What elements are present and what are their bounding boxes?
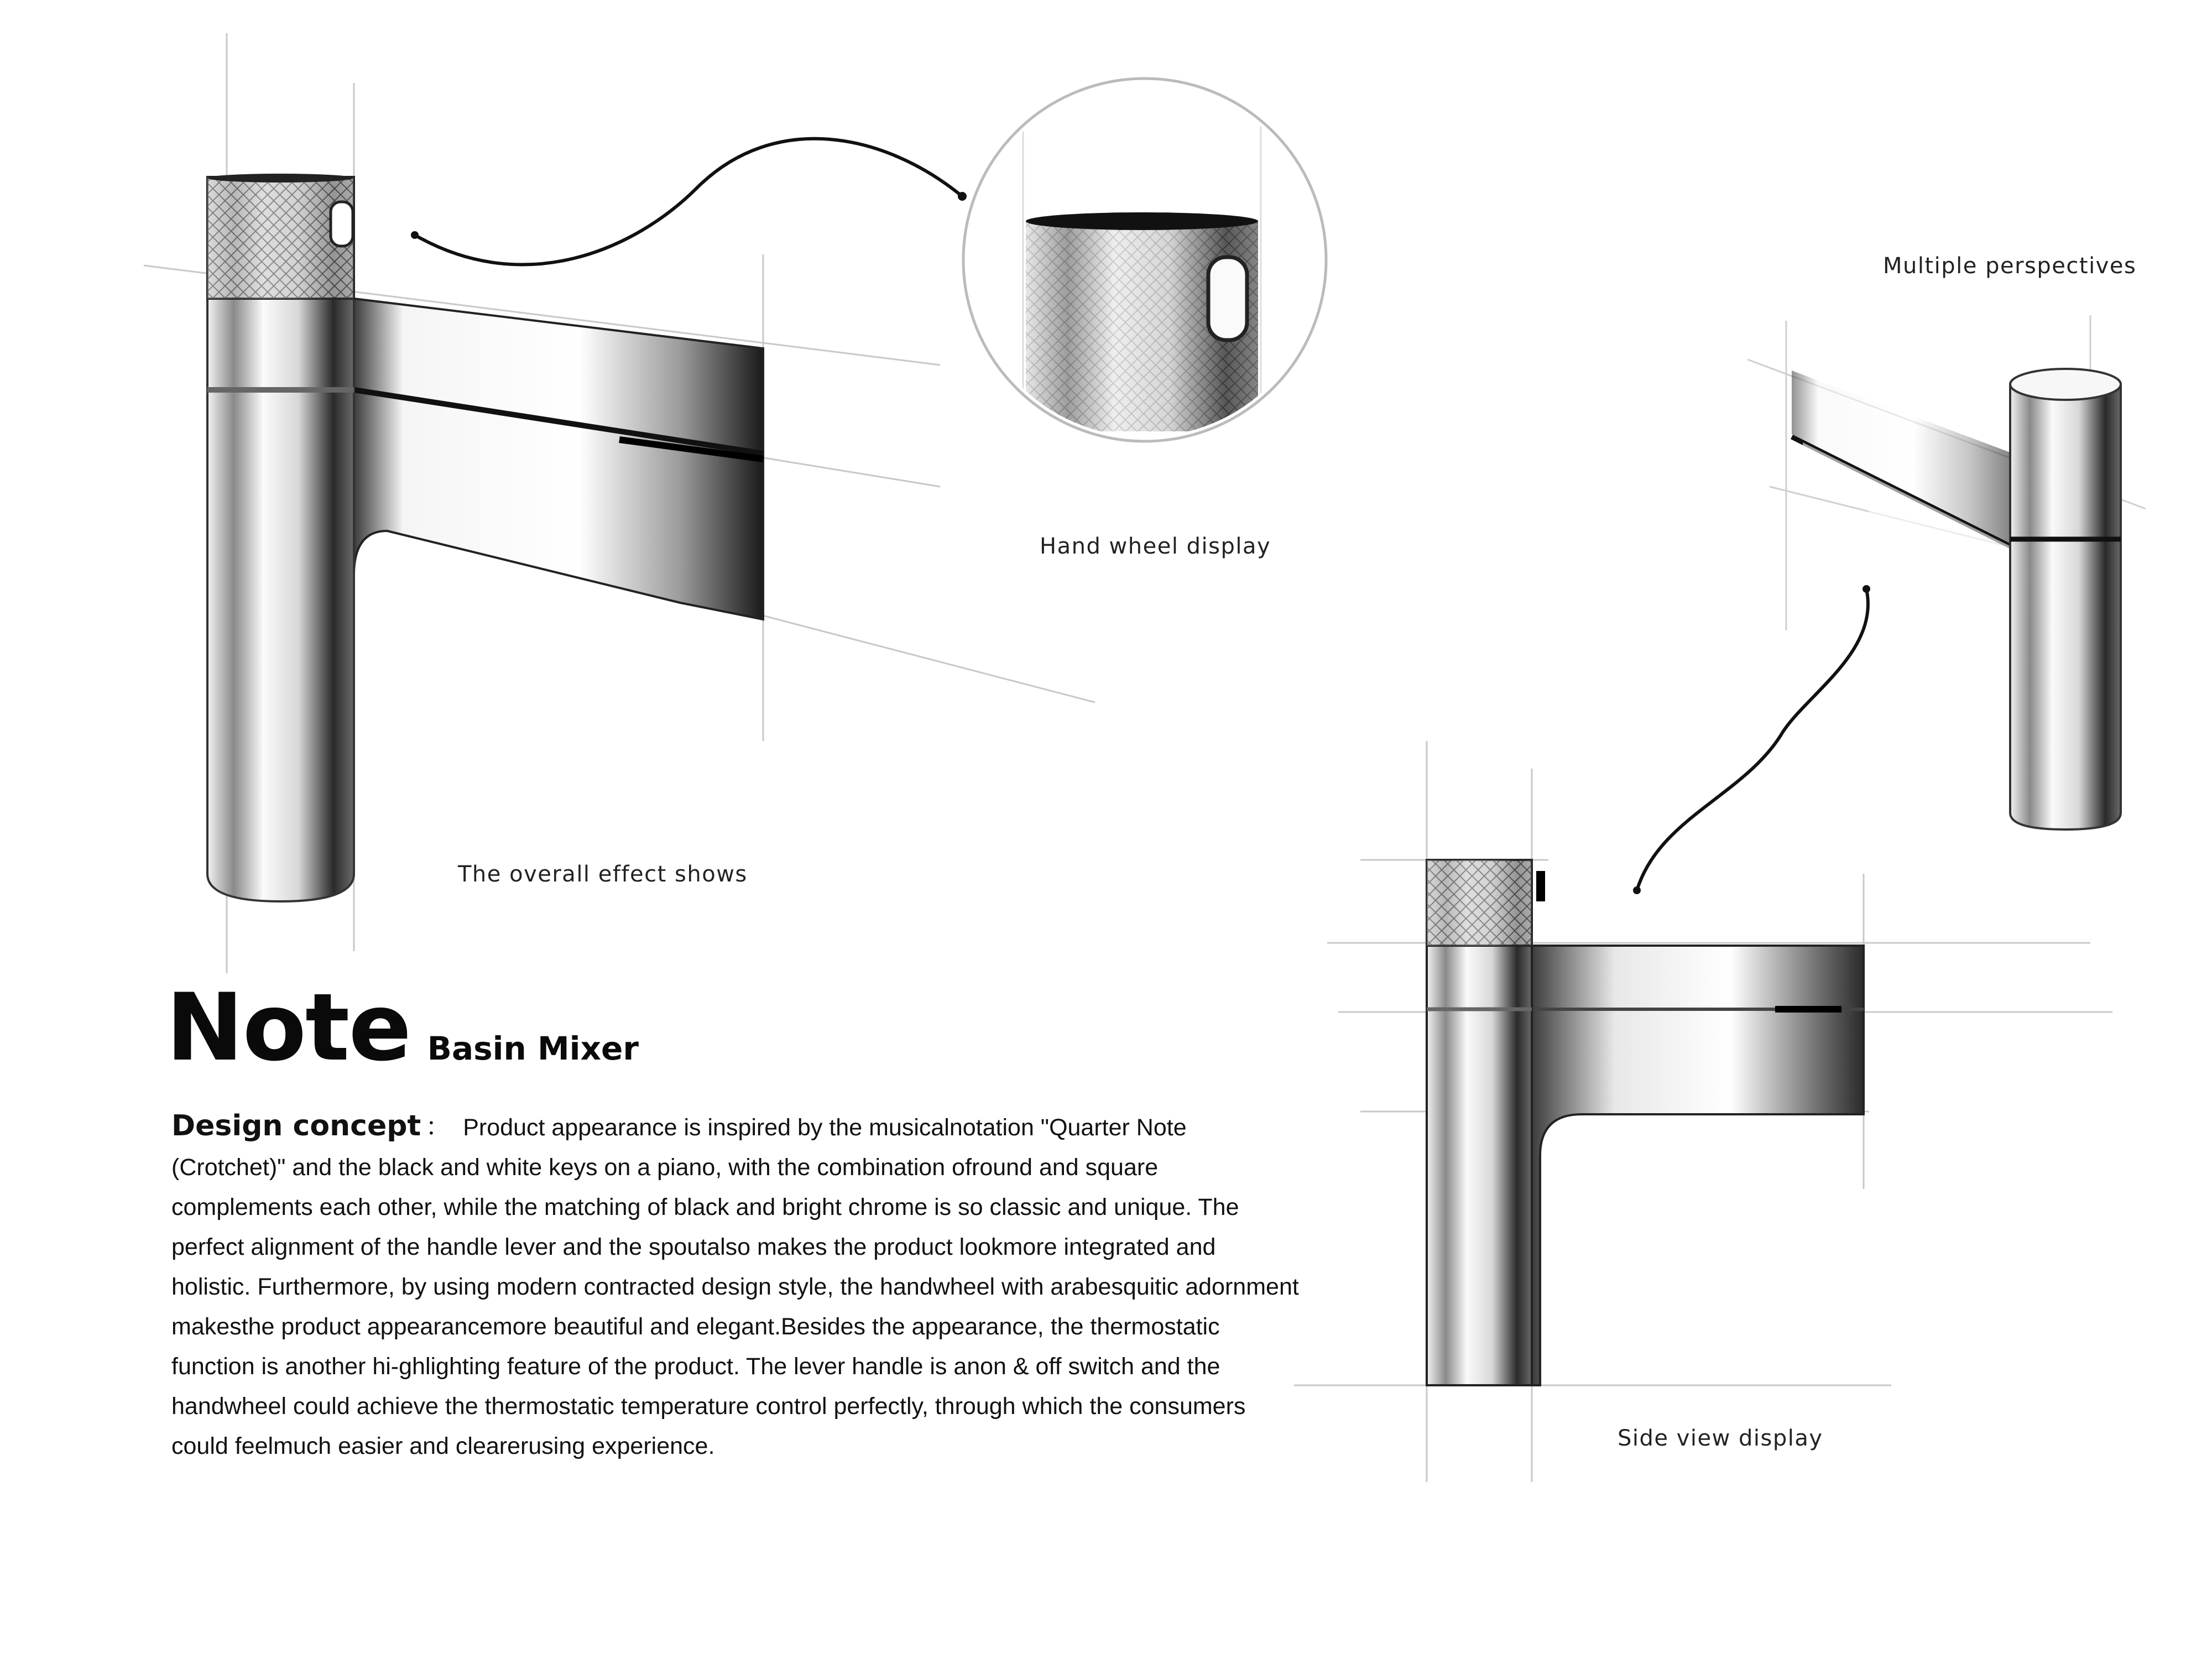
hand-wheel-detail xyxy=(963,77,1326,442)
caption-multiple-perspectives: Multiple perspectives xyxy=(1883,253,2137,279)
connector-curve-right xyxy=(1637,589,1868,890)
perspective-faucet-illustration xyxy=(1747,315,2146,830)
product-title xyxy=(166,973,639,1082)
design-concept-paragraph xyxy=(171,1106,1300,1466)
side-view-faucet-illustration xyxy=(1294,741,2112,1482)
caption-hand-wheel: Hand wheel display xyxy=(1040,534,1271,559)
caption-overall-effect: The overall effect shows xyxy=(458,862,748,887)
design-concept-separator: ： xyxy=(425,1112,451,1141)
design-concept-body: Product appearance is inspired by the musicalnotation "Quarter Note (Crotchet)" and the black and white keys on a piano, with the combination ofround and square complements each other, while the matching of black and bright chrome is so classic and unique. The perfect alignment of the handle lever and the spoutalso makes the product lookmore integrated and holistic. Furthermore, by using modern contracted design style, the handwheel with arabesquitic adornment makesthe product appearancemore beautiful and elegant.Besides the appearance, the thermostatic function is another hi-ghlighting feature of the product. The lever handle is anon & off switch and the handwheel could achieve the thermostatic temperature control perfectly, through which the consumers could feelmuch easier and clearerusing experience. xyxy=(171,1114,1299,1459)
design-concept-heading: Design concept xyxy=(171,1109,421,1142)
product-name: Note xyxy=(166,973,411,1082)
caption-side-view: Side view display xyxy=(1618,1426,1823,1451)
product-subtitle: Basin Mixer xyxy=(427,1030,639,1067)
connector-curve-top xyxy=(415,139,962,265)
main-faucet-illustration xyxy=(144,33,1095,973)
